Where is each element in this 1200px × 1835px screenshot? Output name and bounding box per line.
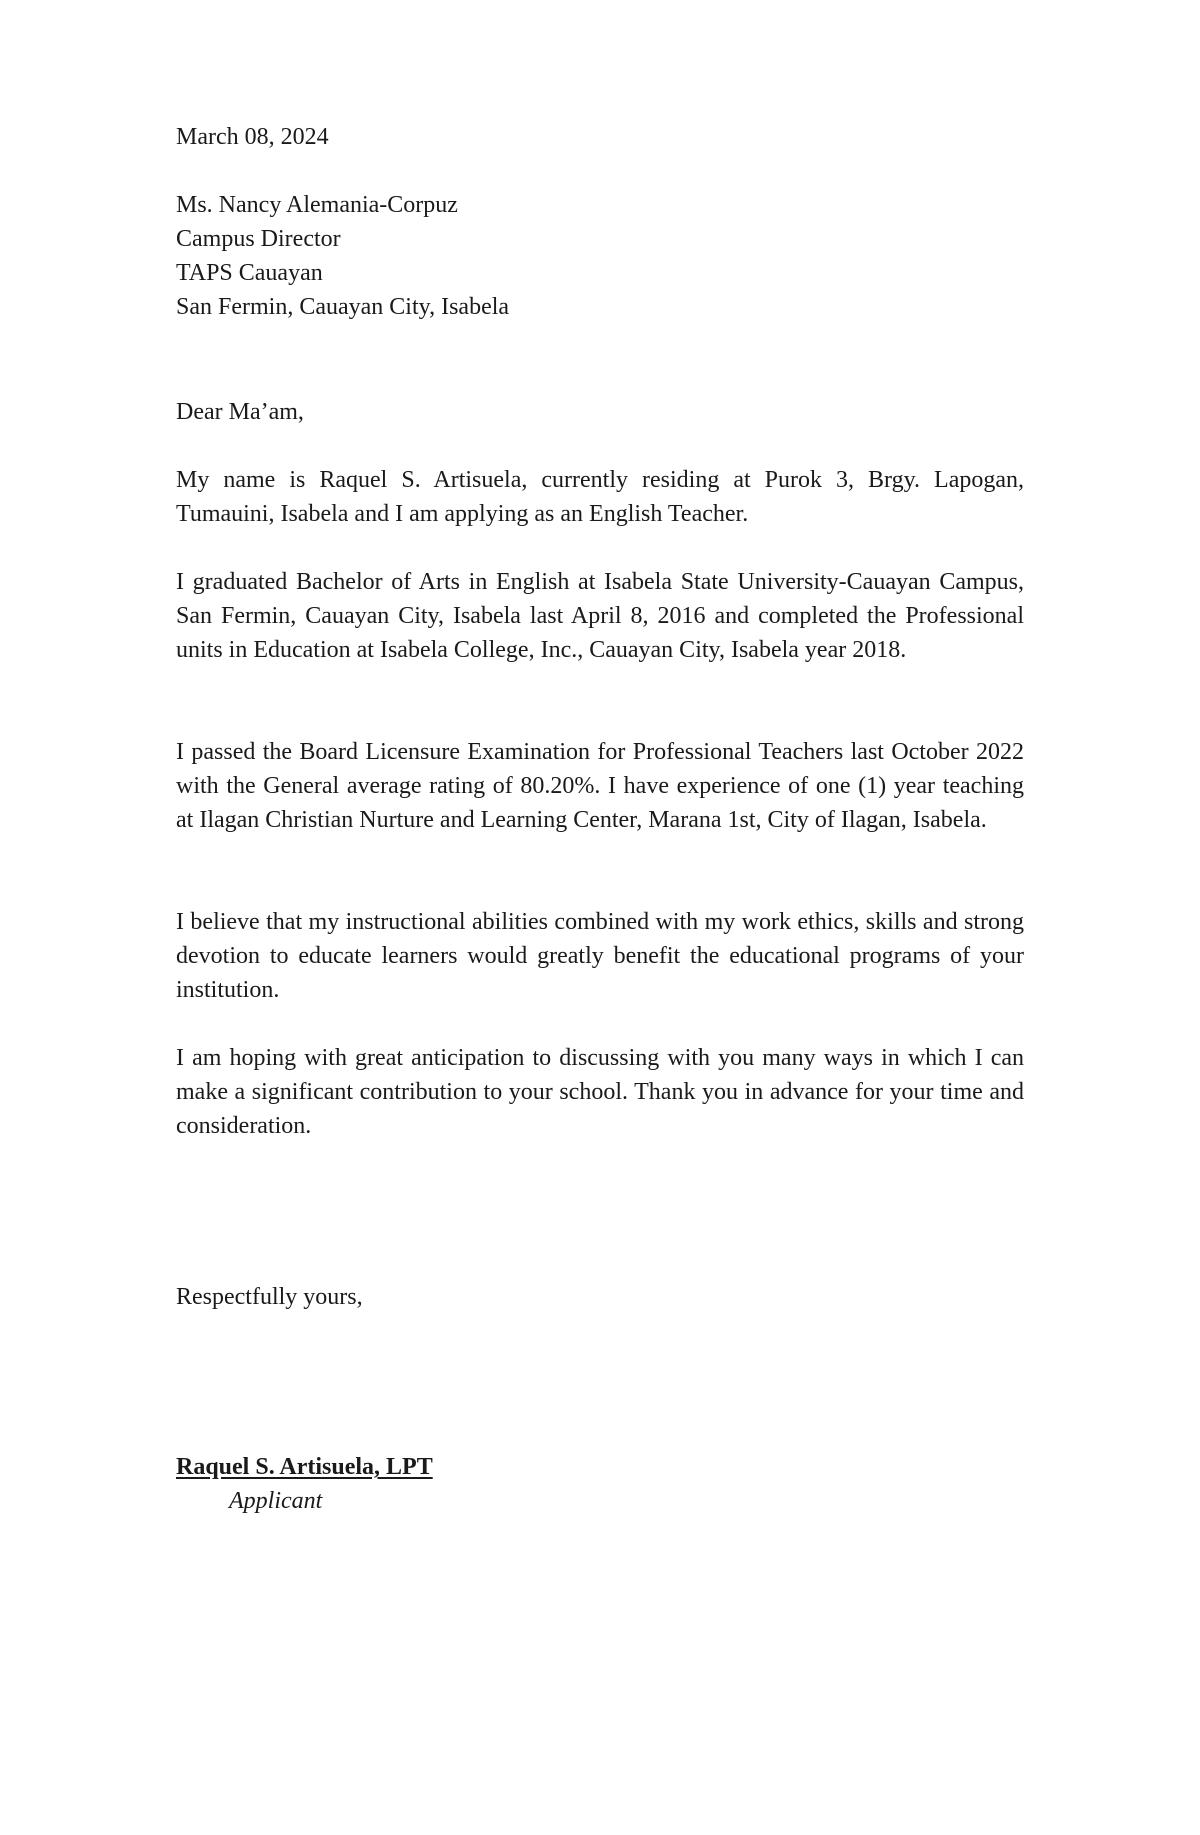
recipient-position: Campus Director: [176, 226, 341, 252]
recipient-address: San Fermin, Cauayan City, Isabela: [176, 294, 510, 320]
body-paragraph: I passed the Board Licensure Examination for Professional Teachers last October 2022 with the General average rating of 80.20%. I have experience of one (1) year teaching at Ilagan Christian Nurture and Learning Center, Marana 1st, City of Ilagan, Isabela.: [176, 739, 1024, 833]
recipient-name: Ms. Nancy Alemania-Corpuz: [176, 192, 458, 218]
recipient-block: [176, 188, 1024, 324]
closing: Respectfully yours,: [176, 1284, 363, 1310]
salutation: Dear Ma’am,: [176, 399, 304, 425]
signature-block: [176, 1450, 1024, 1518]
body-paragraph: My name is Raquel S. Artisuela, currently residing at Purok 3, Brgy. Lapogan, Tumauini, Isabela and I am applying as an English Teacher.: [176, 467, 1024, 527]
signature-title: Applicant: [229, 1488, 323, 1514]
body-paragraph: I believe that my instructional abilities combined with my work ethics, skills and strong devotion to educate learners would greatly benefit the educational programs of your institution.: [176, 909, 1024, 1003]
letter-date: March 08, 2024: [176, 124, 329, 150]
recipient-organization: TAPS Cauayan: [176, 260, 323, 286]
body-paragraph: I am hoping with great anticipation to discussing with you many ways in which I can make a significant contribution to your school. Thank you in advance for your time and consideration.: [176, 1045, 1024, 1139]
signature-name: Raquel S. Artisuela, LPT: [176, 1454, 433, 1480]
body-paragraph: I graduated Bachelor of Arts in English at Isabela State University-Cauayan Campus, San Fermin, Cauayan City, Isabela last April 8, 2016 and completed the Professional units in Education at Isabela College, Inc., Cauayan City, Isabela year 2018.: [176, 569, 1024, 663]
